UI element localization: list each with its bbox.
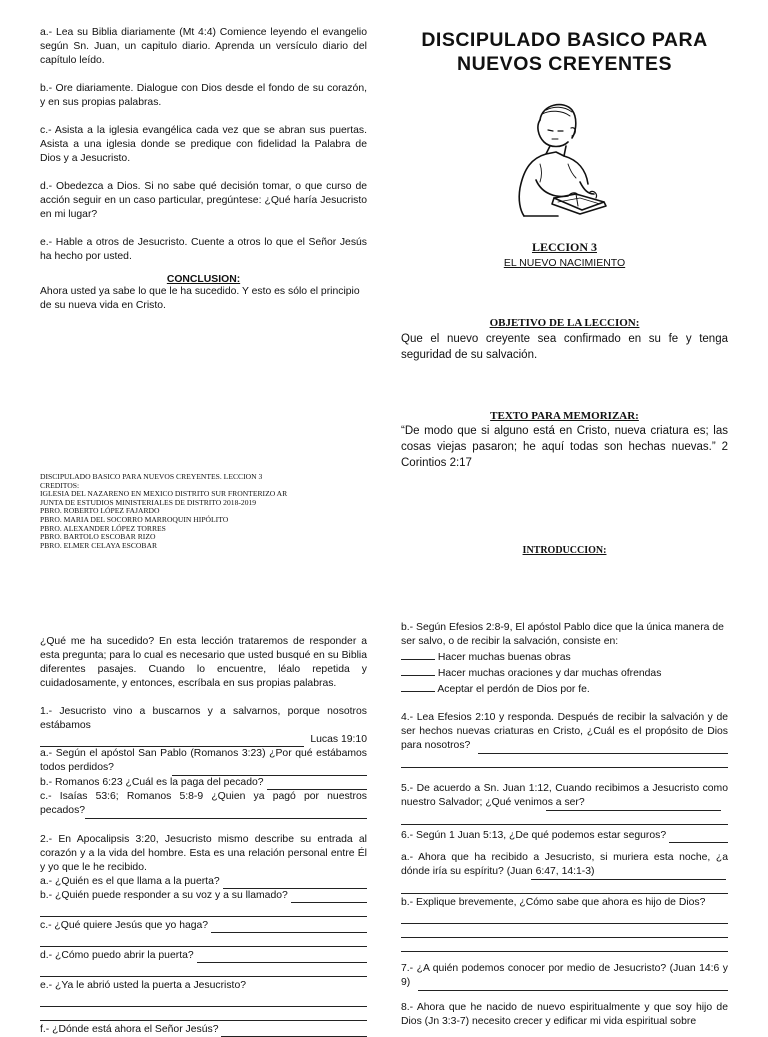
question-1b <box>40 776 367 790</box>
question-2f-text: f.- ¿Dónde está ahora el Señor Jesús? <box>40 1024 219 1035</box>
credits-line: IGLESIA DEL NAZARENO EN MEXICO DISTRITO SUR FRONTERIZO AR <box>40 489 288 499</box>
answer-blank[interactable] <box>418 977 728 991</box>
intro-heading-block <box>401 545 728 556</box>
question-5: 5.- De acuerdo a Sn. Juan 1:12, Cuando recibimos a Jesucristo como nuestro Salvador; ¿Qué venimos a ser? <box>401 783 728 808</box>
credits-line: PBRO. ROBERTO LÓPEZ FAJARDO <box>40 506 160 516</box>
answer-blank[interactable] <box>221 1026 367 1037</box>
option-row <box>401 665 728 681</box>
answer-line[interactable] <box>40 993 367 1007</box>
question-1-reference: Lucas 19:10 <box>310 734 367 745</box>
option-blank[interactable] <box>401 681 435 692</box>
question-1c: c.- Isaías 53:6; Romanos 5:8-9 ¿Quien ya pagó por nuestros pecados? <box>40 791 367 816</box>
question-2e: e.- ¿Ya le abrió usted la puerta a Jesucristo? <box>40 980 246 991</box>
page-title-line2: NUEVOS CREYENTES <box>457 53 672 75</box>
questions-left-column <box>40 635 367 1037</box>
question-2f <box>40 1023 367 1037</box>
question-2d-text: d.- ¿Cómo puedo abrir la puerta? <box>40 950 194 961</box>
credits-line: PBRO. MARIA DEL SOCORRO MARROQUIN HIPÓLITO <box>40 514 229 524</box>
question-2a <box>40 875 367 889</box>
lesson-block <box>401 240 728 269</box>
question-8: 8.- Ahora que he nacido de nuevo espiritualmente y que soy hijo de Dios (Jn 3:3-7) necesito crecer y edificar mi vida espiritual sobre <box>401 1002 728 1027</box>
answer-blank[interactable] <box>291 892 367 903</box>
answer-blank[interactable] <box>267 779 367 790</box>
credits-line: PBRO. ALEXANDER LÓPEZ TORRES <box>40 523 166 533</box>
answer-blank[interactable] <box>40 736 304 747</box>
cover-column <box>401 28 728 76</box>
answer-blank[interactable] <box>223 878 367 889</box>
conclusion-heading: CONCLUSION: <box>166 274 241 285</box>
question-2c-text: c.- ¿Qué quiere Jesús que yo haga? <box>40 920 209 931</box>
objective-block <box>401 317 728 363</box>
lesson-number: LECCION 3 <box>531 240 597 254</box>
credits-block <box>40 473 330 550</box>
question-6 <box>401 829 728 843</box>
credits-line: CREDITOS: <box>40 480 80 490</box>
question-6-text: 6.- Según 1 Juan 5:13, ¿De qué podemos estar seguros? <box>401 830 667 841</box>
recommendations-column <box>40 26 367 313</box>
introduction-heading: INTRODUCCION: <box>522 545 607 556</box>
answer-line[interactable] <box>40 963 367 977</box>
credits-line: PBRO. BARTOLO ESCOBAR RIZO <box>40 532 156 542</box>
recommendation-b: b.- Ore diariamente. Dialogue con Dios desde el fondo de su corazón, y en sus propias palabras. <box>40 83 367 108</box>
question-7: 7.- ¿A quién podemos conocer por medio de Jesucristo? (Juan 14:6 y 9) <box>401 963 728 988</box>
question-2a-text: a.- ¿Quién es el que llama a la puerta? <box>40 876 220 887</box>
memorize-block <box>401 410 728 471</box>
answer-blank[interactable] <box>172 762 367 776</box>
answer-line[interactable] <box>401 938 728 952</box>
answer-line[interactable] <box>401 910 728 924</box>
option-blank[interactable] <box>401 649 435 660</box>
question-6a: a.- Ahora que ha recibido a Jesucristo, si muriera esta noche, ¿a dónde iría su espíritu? (Juan 6:47, 14:1-3) <box>401 852 728 877</box>
answer-line[interactable] <box>401 811 728 825</box>
option-label: Hacer muchas buenas obras <box>437 652 571 663</box>
answer-line[interactable] <box>401 880 728 894</box>
answer-line[interactable] <box>401 754 728 768</box>
objective-text: Que el nuevo creyente sea confirmado en su fe y tenga seguridad de su salvación. <box>401 333 728 361</box>
option-row <box>401 681 728 697</box>
answer-blank[interactable] <box>85 805 367 819</box>
introduction-text: ¿Qué me ha sucedido? En esta lección trataremos de responder a esta pregunta; para lo cual es necesario que usted busqué en su Biblia diferentes pasajes. Cuando lo encuentre, léalo repetida y cuidadosamente, y entonces, escríbala en sus propias palabras. <box>40 636 367 689</box>
lesson-subtitle: EL NUEVO NACIMIENTO <box>503 257 626 269</box>
recommendation-d: d.- Obedezca a Dios. Si no sabe qué decisión tomar, o que curso de acción seguir en un caso particular, pregúntese: ¿Qué haría Jesucristo en mi lugar? <box>40 181 367 220</box>
option-label: Aceptar el perdón de Dios por fe. <box>437 684 590 695</box>
memorize-verse: “De modo que si alguno está en Cristo, nueva criatura es; las cosas viejas pasaron; he aquí todas son hechas nuevas.” 2 Corintios 2:17 <box>401 425 728 469</box>
question-1-text: 1.- Jesucristo vino a buscarnos y a salvarnos, porque nosotros estábamos <box>40 706 367 731</box>
answer-line[interactable] <box>40 903 367 917</box>
answer-blank[interactable] <box>197 952 367 963</box>
page-title: DISCIPULADO BASICO PARA <box>421 29 708 51</box>
answer-blank[interactable] <box>211 922 367 933</box>
option-label: Hacer muchas oraciones y dar muchas ofrendas <box>437 668 662 679</box>
answer-line[interactable] <box>40 933 367 947</box>
question-4: 4.- Lea Efesios 2:10 y responda. Después de recibir la salvación y de ser hechos nuevas criaturas en Cristo, ¿Cuál es el propósito de Dios para nosotros? <box>401 712 728 751</box>
question-b-salvation: b.- Según Efesios 2:8-9, El apóstol Pablo dice que la única manera de ser salvo, o de recibir la salvación, consiste en: <box>401 622 724 647</box>
question-1a: a.- Según el apóstol San Pablo (Romanos 3:23) ¿Por qué estábamos todos perdidos? <box>40 748 367 773</box>
option-blank[interactable] <box>401 665 435 676</box>
boy-reading-illustration <box>506 98 618 224</box>
recommendation-e: e.- Hable a otros de Jesucristo. Cuente a otros lo que el Señor Jesús ha hecho por usted. <box>40 237 367 262</box>
credits-line: JUNTA DE ESTUDIOS MINISTERIALES DE DISTRITO 2018-2019 <box>40 497 257 507</box>
question-1 <box>40 705 367 733</box>
recommendation-c: c.- Asista a la iglesia evangélica cada vez que se abran sus puertas. Asista a una iglesia donde se predique con fidelidad la Palabra de Dios y a Jesucristo. <box>40 125 367 164</box>
memorize-heading: TEXTO PARA MEMORIZAR: <box>490 410 639 422</box>
recommendation-a: a.- Lea su Biblia diariamente (Mt 4:4) Comience leyendo el evangelio según Sn. Juan, un capitulo diario. Aprenda un versículo diario del capítulo leído. <box>40 27 367 66</box>
question-2d <box>40 949 367 963</box>
question-2c <box>40 919 367 933</box>
question-2: 2.- En Apocalipsis 3:20, Jesucristo mismo describe su entrada al corazón y a la vida del hombre. Esta es una relación personal entre Él y yo que le he recibido. <box>40 834 367 873</box>
credits-line: PBRO. ELMER CELAYA ESCOBAR <box>40 540 158 550</box>
question-2b <box>40 889 367 903</box>
option-row <box>401 649 728 665</box>
answer-blank[interactable] <box>669 832 728 843</box>
questions-right-column <box>401 621 728 1029</box>
answer-blank[interactable] <box>478 740 728 754</box>
question-6b: b.- Explique brevemente, ¿Cómo sabe que ahora es hijo de Dios? <box>401 897 706 908</box>
question-1-answer-row <box>40 733 367 747</box>
bottom-sheet <box>0 600 768 1035</box>
objective-heading: OBJETIVO DE LA LECCION: <box>489 317 640 329</box>
question-1b-text: b.- Romanos 6:23 ¿Cuál es la paga del pecado? <box>40 777 264 788</box>
conclusion-text: Ahora usted ya sabe lo que le ha sucedido. Y esto es sólo el principio de su nueva vida en Cristo. <box>40 286 360 311</box>
question-2b-text: b.- ¿Quién puede responder a su voz y a su llamado? <box>40 890 288 901</box>
answer-line[interactable] <box>401 924 728 938</box>
credits-line: DISCIPULADO BASICO PARA NUEVOS CREYENTES. LECCION 3 <box>40 472 263 481</box>
answer-line[interactable] <box>40 1007 367 1021</box>
